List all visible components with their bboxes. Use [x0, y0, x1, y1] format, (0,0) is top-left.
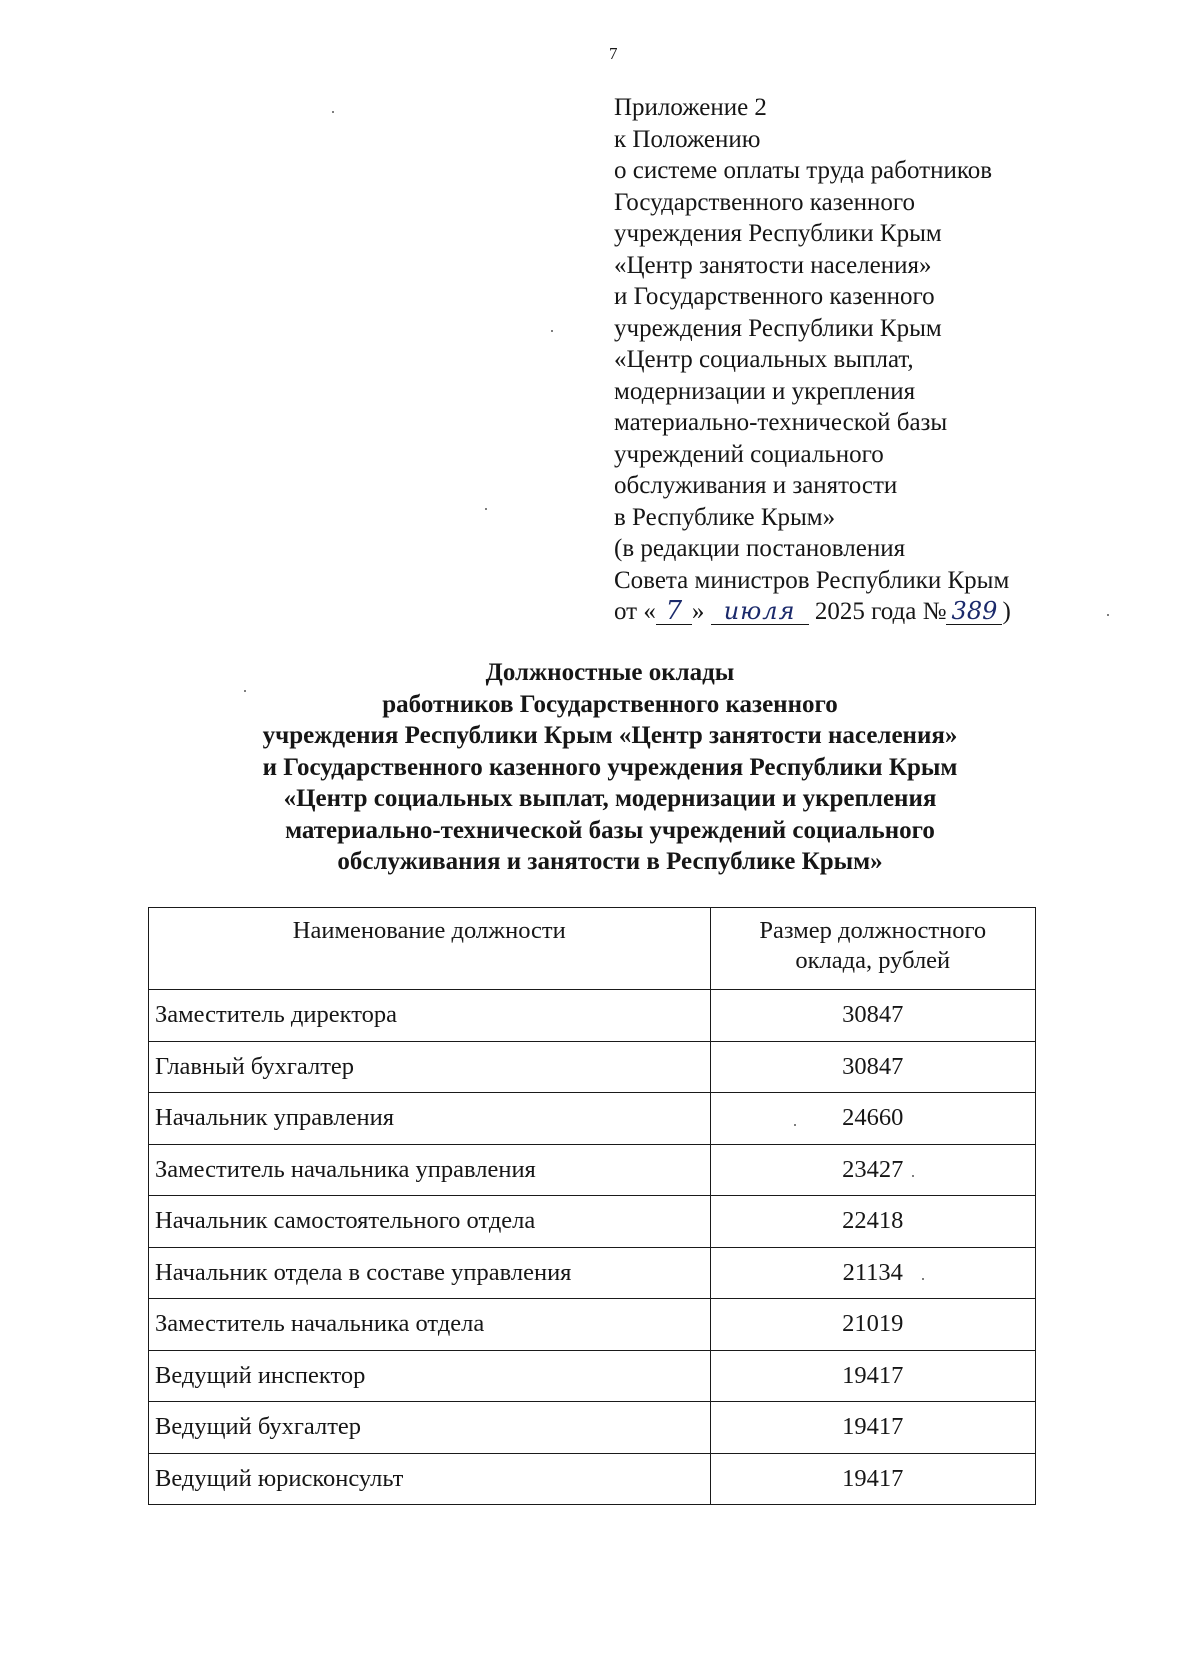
annex-line: материально-технической базы: [614, 409, 948, 436]
annex-line: Государственного казенного: [614, 188, 916, 216]
annex-line: о системе оплаты труда работников: [614, 157, 993, 184]
table-row: [149, 1453, 1036, 1505]
title-line: и Государственного казенного учреждения Республики Крым: [262, 753, 958, 781]
annex-line: «Центр социальных выплат,: [614, 346, 914, 373]
scan-speck: [551, 330, 553, 332]
salary-value: 30847: [710, 1041, 1035, 1093]
table-row: [149, 1196, 1036, 1248]
annex-line: учреждения Республики Крым: [614, 220, 942, 247]
resolution-date-line: [614, 596, 1094, 628]
title-line: материально-технической базы учреждений социального: [285, 816, 935, 844]
page-number: 7: [609, 44, 618, 63]
table-row: [149, 1144, 1036, 1196]
table-header-row: [149, 908, 1036, 990]
salary-table: [148, 907, 1036, 1505]
date-year-text: 2025 года №: [814, 598, 947, 625]
table-row: [149, 1247, 1036, 1299]
position-name: Ведущий бухгалтер: [149, 1402, 711, 1454]
position-name: Начальник управления: [149, 1093, 711, 1145]
annex-line: и Государственного казенного: [614, 283, 935, 310]
handwritten-month: июля: [711, 598, 809, 625]
salary-value: 19417: [710, 1350, 1035, 1402]
salary-value: 30847: [710, 990, 1035, 1042]
title-line: обслуживания и занятости в Республике Крым»: [337, 848, 883, 875]
annex-line: (в редакции постановления: [614, 535, 906, 562]
position-name: Начальник самостоятельного отдела: [149, 1196, 711, 1248]
scan-speck: [912, 1175, 914, 1177]
title-line: «Центр социальных выплат, модернизации и укрепления: [283, 785, 937, 812]
annex-line: «Центр занятости населения»: [614, 251, 932, 279]
annex-line: обслуживания и занятости: [614, 472, 898, 499]
annex-line: учреждений социального: [614, 440, 884, 468]
date-mid: »: [691, 598, 705, 625]
table-row: [149, 1299, 1036, 1351]
document-title: [160, 657, 1060, 878]
scan-speck: [485, 508, 487, 510]
position-name: Ведущий юрисконсульт: [149, 1453, 711, 1505]
table-row: [149, 1041, 1036, 1093]
scan-speck: [244, 690, 246, 692]
handwritten-resolution-number: 389: [946, 598, 1002, 625]
annex-line: Приложение 2: [614, 94, 767, 121]
annex-line: модернизации и укрепления: [614, 377, 916, 405]
table-row: [149, 1350, 1036, 1402]
position-name: Ведущий инспектор: [149, 1350, 711, 1402]
salary-value: 19417: [710, 1402, 1035, 1454]
table-row: [149, 990, 1036, 1042]
scan-speck: [1107, 614, 1109, 616]
table-row: [149, 1402, 1036, 1454]
scan-speck: [794, 1124, 796, 1126]
column-header-position: Наименование должности: [149, 908, 711, 990]
salary-value: 24660: [710, 1093, 1035, 1145]
salary-value: 23427: [710, 1144, 1035, 1196]
title-line: учреждения Республики Крым «Центр занятости населения»: [262, 722, 958, 749]
position-name: Главный бухгалтер: [149, 1041, 711, 1093]
column-header-salary: Размер должностного оклада, рублей: [710, 908, 1035, 990]
salary-value: 22418: [710, 1196, 1035, 1248]
handwritten-day: 7: [656, 598, 692, 625]
position-name: Заместитель начальника управления: [149, 1144, 711, 1196]
annex-line: в Республике Крым»: [614, 503, 836, 531]
annex-line: учреждения Республики Крым: [614, 314, 942, 342]
position-name: Заместитель начальника отдела: [149, 1299, 711, 1351]
position-name: Начальник отдела в составе управления: [149, 1247, 711, 1299]
salary-value: 21019: [710, 1299, 1035, 1351]
annex-line: Совета министров Республики Крым: [614, 566, 1010, 594]
date-prefix: от «: [614, 598, 656, 625]
scan-speck: [332, 111, 334, 113]
annex-block: [614, 92, 1094, 628]
date-suffix: ): [1002, 598, 1011, 625]
salary-value: 19417: [710, 1453, 1035, 1505]
scan-speck: [922, 1278, 924, 1280]
annex-line: к Положению: [614, 125, 761, 153]
title-line: работников Государственного казенного: [382, 690, 838, 718]
salary-value: 21134: [710, 1247, 1035, 1299]
table-row: [149, 1093, 1036, 1145]
position-name: Заместитель директора: [149, 990, 711, 1042]
title-line: Должностные оклады: [485, 659, 735, 686]
